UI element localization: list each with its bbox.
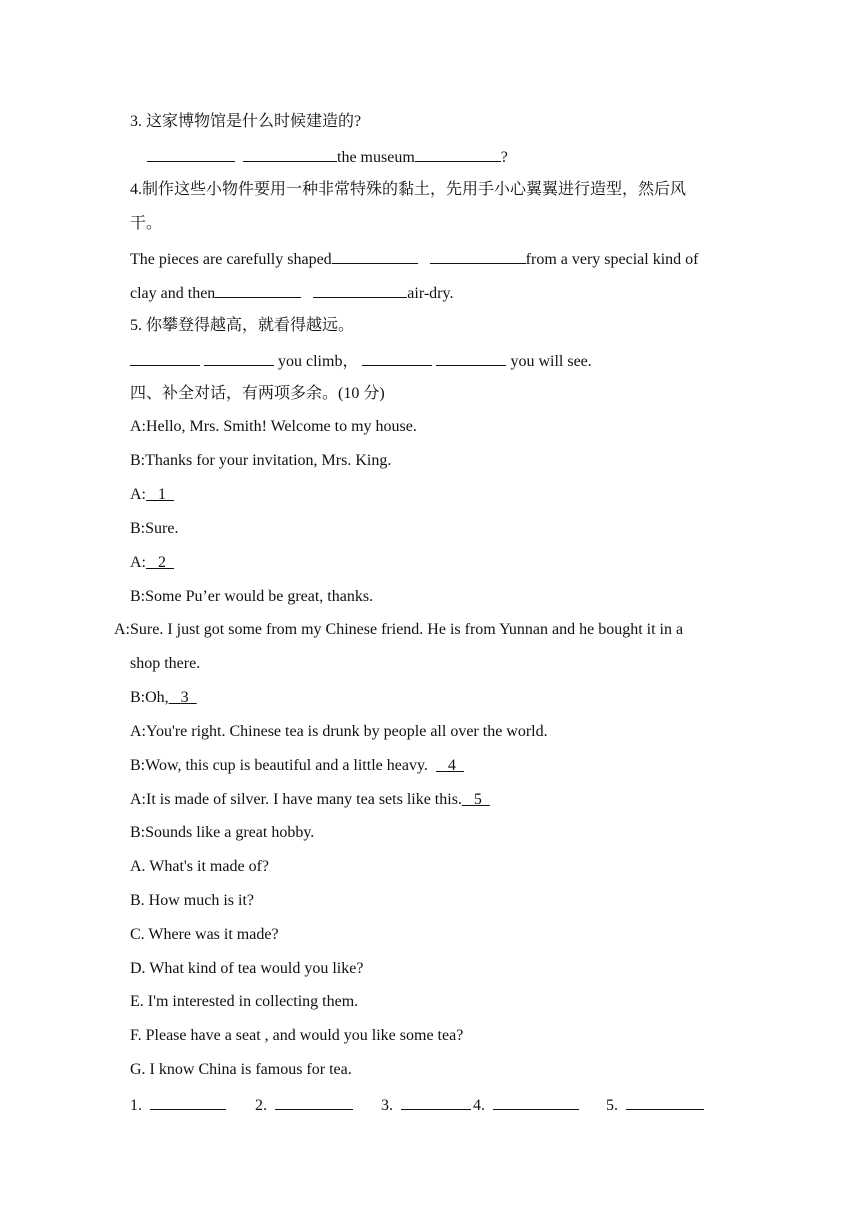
answer-item-1: 1.: [130, 1094, 226, 1116]
dialog-line-6: B:Some Pu’er would be great, thanks.: [130, 588, 374, 605]
dialog-line-5: A: 2: [130, 553, 174, 573]
option-e: E. I'm interested in collecting them.: [130, 993, 359, 1010]
answer-blank-3[interactable]: [401, 1094, 471, 1110]
q5-blank-3[interactable]: [362, 350, 432, 366]
q4-blank-3[interactable]: [215, 282, 301, 298]
q5-chinese: 5. 你攀登得越高，就看得越远。: [130, 317, 355, 334]
answer-item-5: 5.: [606, 1094, 704, 1116]
dialog-line-7-cont: shop there.: [130, 655, 201, 672]
dialog-line-12: B:Sounds like a great hobby.: [130, 824, 315, 841]
option-f: F. Please have a seat , and would you like some tea?: [130, 1027, 464, 1044]
blank-number-2: 2: [158, 554, 166, 571]
option-c: C. Where was it made?: [130, 926, 279, 943]
blank-number-4: 4: [447, 757, 456, 774]
dialog-line-3: A: 1: [130, 485, 174, 505]
blank-number-3: 3: [180, 689, 189, 706]
answer-item-3: 3.: [381, 1094, 471, 1116]
q4-english-line1: The pieces are carefully shaped from a very special kind of: [130, 248, 699, 270]
blank-number-1: 1: [158, 486, 166, 503]
dialog-line-9: A:You're right. Chinese tea is drunk by people all over the world.: [130, 723, 548, 740]
q5-blank-4[interactable]: [436, 350, 506, 366]
q4-blank-4[interactable]: [313, 282, 407, 298]
answer-blank-4[interactable]: [493, 1094, 579, 1110]
q3-blank-1[interactable]: [147, 146, 235, 162]
dialog-line-1: A:Hello, Mrs. Smith! Welcome to my house.: [130, 418, 417, 435]
dialog-line-7: A:Sure. I just got some from my Chinese friend. He is from Yunnan and he bought it in a: [114, 621, 684, 638]
q3-chinese: 3. 这家博物馆是什么时候建造的?: [130, 113, 362, 130]
q4-blank-2[interactable]: [430, 248, 526, 264]
q3-blank-2[interactable]: [243, 146, 337, 162]
answer-item-4: 4.: [473, 1094, 579, 1116]
dialog-line-10: B:Wow, this cup is beautiful and a little heavy. 4: [130, 756, 464, 776]
q5-blank-2[interactable]: [204, 350, 274, 366]
option-a: A. What's it made of?: [130, 858, 269, 875]
q4-chinese-line2: 干。: [130, 215, 163, 232]
dialog-line-2: B:Thanks for your invitation, Mrs. King.: [130, 452, 392, 469]
answer-blank-1[interactable]: [150, 1094, 226, 1110]
q3-blank-3[interactable]: [415, 146, 501, 162]
dialog-line-11: A:It is made of silver. I have many tea sets like this. 5: [130, 790, 490, 810]
q4-english-line2: clay and then air-dry.: [130, 282, 453, 304]
option-b: B. How much is it?: [130, 892, 254, 909]
answer-item-2: 2.: [255, 1094, 353, 1116]
q4-chinese-line1: 4.制作这些小物件要用一种非常特殊的黏土，先用手小心翼翼进行造型，然后风: [130, 181, 687, 198]
dialog-line-4: B:Sure.: [130, 520, 179, 537]
q4-blank-1[interactable]: [332, 248, 418, 264]
q3-english: the museum ?: [147, 146, 508, 168]
q5-english: you climb， you will see.: [130, 350, 592, 372]
dialog-line-8: B:Oh, 3: [130, 688, 197, 708]
answer-blank-2[interactable]: [275, 1094, 353, 1110]
option-d: D. What kind of tea would you like?: [130, 960, 364, 977]
answer-blank-5[interactable]: [626, 1094, 704, 1110]
section-heading: 四、补全对话，有两项多余。(10 分): [130, 385, 385, 402]
option-g: G. I know China is famous for tea.: [130, 1061, 352, 1078]
q5-blank-1[interactable]: [130, 350, 200, 366]
blank-number-5: 5: [473, 791, 482, 808]
